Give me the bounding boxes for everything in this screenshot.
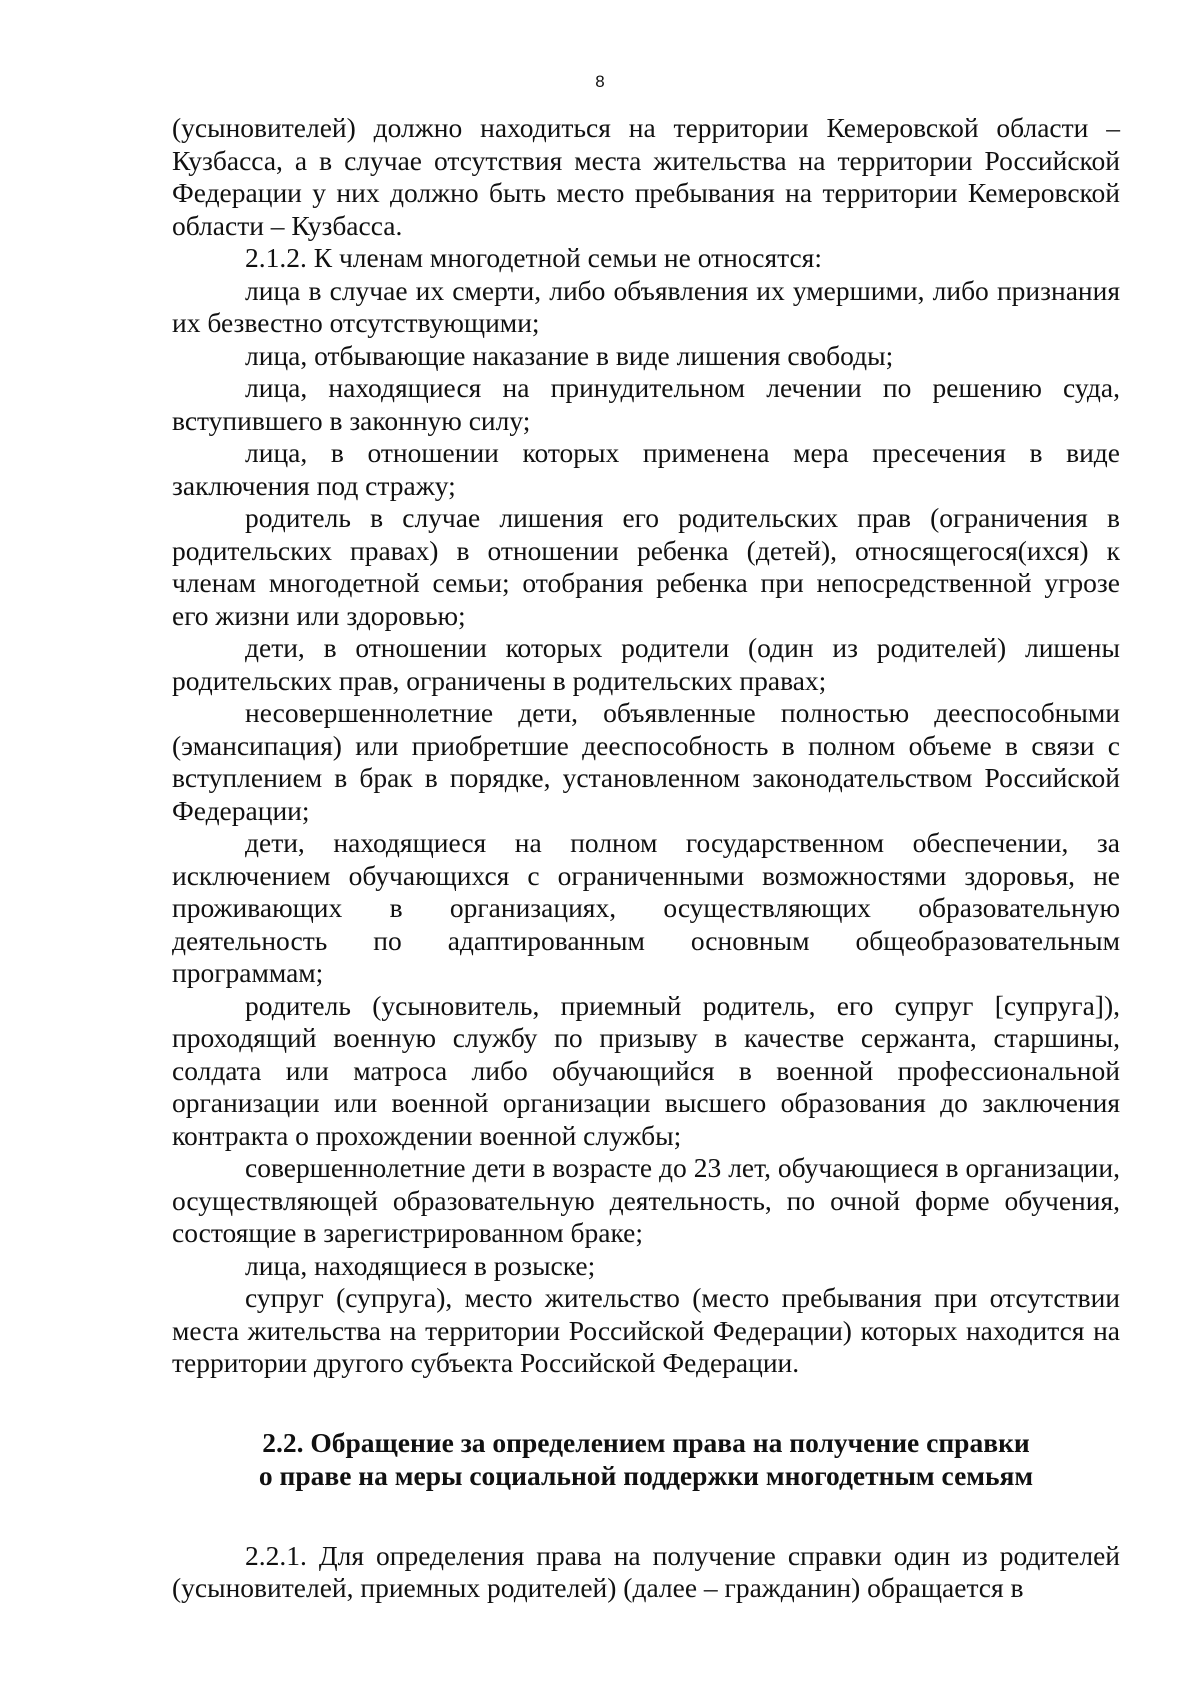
list-item-compulsory-treatment: лица, находящиеся на принудительном лечении по решению суда, вступившего в законную силу;	[172, 372, 1120, 436]
page-number: 8	[595, 72, 605, 91]
list-item-custody: лица, в отношении которых применена мера пресечения в виде заключения под стражу;	[172, 437, 1120, 501]
list-item-spouse-other-region: супруг (супруга), место жительство (место пребывания при отсутствии места жительства на территории Российской Федерации) которых находится на территории другого субъекта Российской Федерации.	[172, 1282, 1120, 1378]
document-body	[172, 112, 1120, 1605]
list-item-state-support-children: дети, находящиеся на полном государственном обеспечении, за исключением обучающихся с ограниченными возможностями здоровья, не проживающих в организациях, осуществляющих образовательную деятельность по адаптированным основным общеобразовательным программам;	[172, 827, 1120, 988]
list-item-emancipated-minors: несовершеннолетние дети, объявленные полностью дееспособными (эмансипация) или приобретшие дееспособность в полном объеме в связи с вступлением в брак в порядке, установленном законодательством Российской Федерации;	[172, 697, 1120, 826]
list-item-children-parents-deprived: дети, в отношении которых родители (один из родителей) лишены родительских прав, ограничены в родительских правах;	[172, 632, 1120, 696]
paragraph-2-2-1: 2.2.1. Для определения права на получение справки один из родителей (усыновителей, приемных родителей) (далее – гражданин) обращается в	[172, 1539, 1120, 1603]
list-item-parent-deprived: родитель в случае лишения его родительских прав (ограничения в родительских правах) в отношении ребенка (детей), относящегося(ихся) к членам многодетной семьи; отобрания ребенка при непосредственной угрозе его жизни или здоровью;	[172, 502, 1120, 631]
section-heading-2-2	[172, 1426, 1120, 1492]
list-item-deceased: лица в случае их смерти, либо объявления их умершими, либо признания их безвестно отсутствующими;	[172, 274, 1120, 338]
section-heading-line-1: 2.2. Обращение за определением права на получение справки	[262, 1426, 1030, 1458]
paragraph-2-1-2: 2.1.2. К членам многодетной семьи не относятся:	[245, 242, 822, 273]
list-item-wanted-persons: лица, находящиеся в розыске;	[245, 1249, 596, 1281]
section-heading-line-2: о праве на меры социальной поддержки многодетным семьям	[258, 1459, 1034, 1491]
list-item-military-service-parent: родитель (усыновитель, приемный родитель, его супруг [супруга]), проходящий военную службу по призыву в качестве сержанта, старшины, солдата или матроса либо обучающийся в военной профессиональной организации или военной организации высшего образования до заключения контракта о прохождении военной службы;	[172, 989, 1120, 1151]
list-item-imprisoned: лица, отбывающие наказание в виде лишения свободы;	[245, 339, 894, 371]
paragraph-continuation: (усыновителей) должно находиться на территории Кемеровской области – Кузбасса, а в случае отсутствия места жительства на территории Российской Федерации у них должно быть место пребывания на территории Кемеровской области – Кузбасса.	[172, 112, 1120, 241]
list-item-married-adult-students: совершеннолетние дети в возрасте до 23 лет, обучающиеся в организации, осуществляющей образовательную деятельность, по очной форме обучения, состоящие в зарегистрированном браке;	[172, 1152, 1120, 1248]
